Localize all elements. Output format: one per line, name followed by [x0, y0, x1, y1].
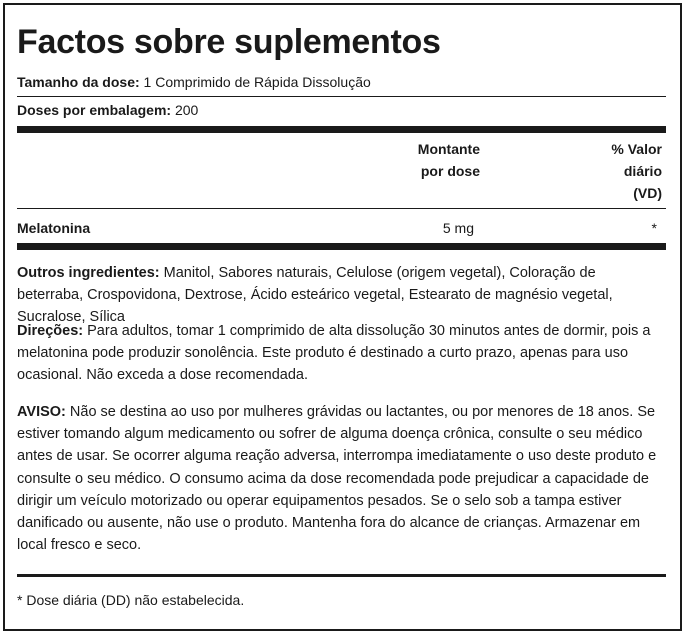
amount-header-line-1: Montante [417, 141, 480, 157]
thick-divider [17, 126, 666, 133]
warning-label: AVISO: [17, 404, 66, 420]
serving-size-label: Tamanho da dose: [17, 74, 140, 90]
servings-per-container-line [17, 101, 198, 119]
other-ingredients-text: Manitol, Sabores naturais, Celulose (origem vegetal), Coloração de beterraba, Crospovidona, Dextrose, Ácido esteárico vegetal, Estearato de magnésio vegetal, Sucralose, Sílica [17, 265, 613, 326]
warning-text: Não se destina ao uso por mulheres grávidas ou lactantes, ou por menores de 18 anos. Se estiver tomando algum medicamento ou sofrer de alguma doença crônica, consulte o seu médico antes de usar. Se ocorrer alguma reação adversa, interrompa imediatamente o uso deste produto e consulte o seu médico. O consumo acima da dose recomendada pode prejudicar a capacidade de dirigir um veículo motorizado ou operar equipamentos pesados. Se o selo sob a tampa estiver danificado ou ausente, não use o produto. Mantenha fora do alcance de crianças. Armazenar em local fresco e seco. [17, 404, 657, 554]
panel-title: Factos sobre suplementos [17, 23, 441, 61]
directions-label: Direções: [17, 323, 84, 339]
dv-header-line-3: (VD) [633, 185, 662, 201]
nutrient-name: Melatonina [17, 220, 91, 236]
daily-value-header [560, 138, 662, 204]
directions [17, 320, 657, 387]
servings-per-container-label: Doses por embalagem: [17, 102, 172, 118]
divider [17, 96, 666, 97]
servings-per-container-value: 200 [174, 102, 199, 118]
serving-size-value: 1 Comprimido de Rápida Dissolução [143, 74, 371, 90]
nutrient-amount: 5 mg [442, 220, 474, 236]
thick-divider [17, 243, 666, 250]
footnote-divider [17, 574, 666, 577]
directions-text: Para adultos, tomar 1 comprimido de alta dissolução 30 minutos antes de dormir, pois a melatonina pode produzir sonolência. Este produto é destinado a curto prazo, apenas para uso ocasional. Não exceda a dose recomendada. [17, 323, 651, 384]
warning [17, 401, 657, 556]
other-ingredients-label: Outros ingredientes: [17, 265, 160, 281]
other-ingredients [17, 262, 657, 329]
amount-per-serving-header [380, 138, 480, 182]
nutrient-daily-value: * [651, 220, 657, 236]
dv-header-line-1: % Valor [611, 141, 662, 157]
amount-header-line-2: por dose [420, 163, 480, 179]
divider [17, 208, 666, 209]
serving-size-line [17, 73, 371, 91]
dv-header-line-2: diário [623, 163, 662, 179]
footnote: * Dose diária (DD) não estabelecida. [17, 592, 245, 608]
